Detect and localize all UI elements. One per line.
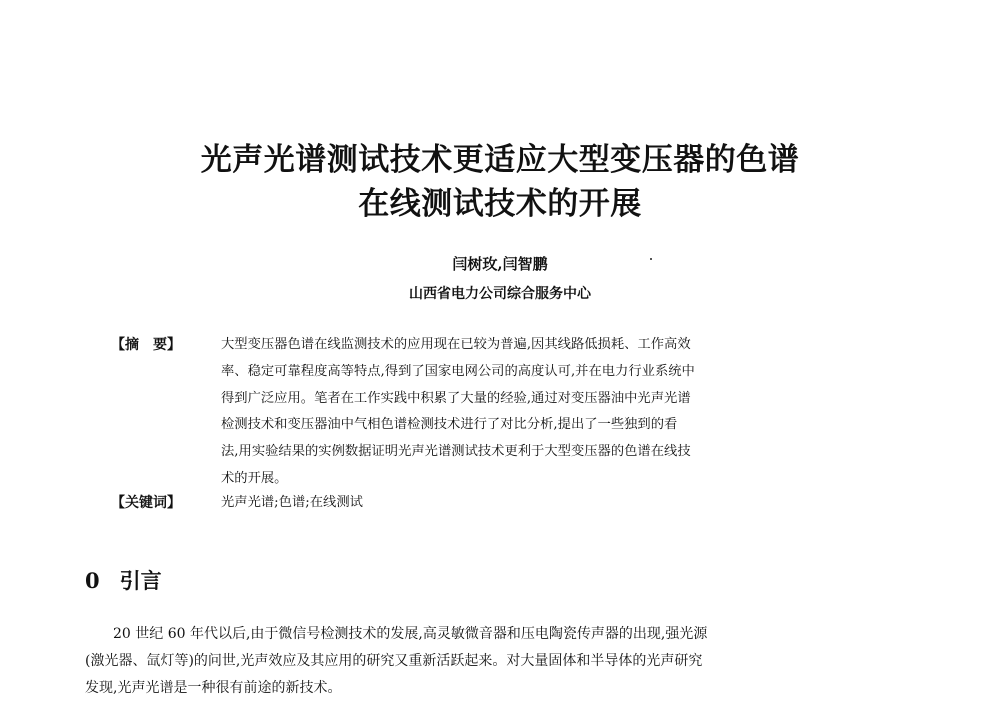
section-heading <box>85 566 162 596</box>
keywords-text: 光声光谱;色谱;在线测试 <box>221 495 363 510</box>
abstract-line: 术的开展。 <box>221 470 288 486</box>
abstract-line: 检测技术和变压器油中气相色谱检测技术进行了对比分析,提出了一些独到的看 <box>221 417 678 433</box>
abstract-line: 法,用实验结果的实例数据证明光声光谱测试技术更利于大型变压器的色谱在线技 <box>221 444 691 460</box>
intro-line: (激光器、氙灯等)的问世,光声效应及其应用的研究又重新活跃起来。对大量固体和半导体的光声研究 <box>85 653 703 669</box>
paper-title <box>0 138 1000 226</box>
abstract-line: 率、稳定可靠程度高等特点,得到了国家电网公司的高度认可,并在电力行业系统中 <box>221 363 695 379</box>
authors: 闫树玫,闫智鹏 <box>452 255 548 273</box>
intro-paragraph <box>85 621 915 702</box>
intro-line: 发现,光声光谱是一种很有前途的新技术。 <box>85 680 342 696</box>
affiliation: 山西省电力公司综合服务中心 <box>409 286 591 302</box>
title-line-1: 光声光谱测试技术更适应大型变压器的色谱 <box>200 142 800 178</box>
intro-line: 20 世纪 60 年代以后,由于微信号检测技术的发展,高灵敏微音器和压电陶瓷传声器的出现,强光源 <box>113 626 708 642</box>
keywords-label: 【关键词】 <box>111 495 181 511</box>
abstract-line: 得到广泛应用。笔者在工作实践中积累了大量的经验,通过对变压器油中光声光谱 <box>221 390 691 406</box>
section-number: 0 <box>85 568 100 593</box>
title-line-2: 在线测试技术的开展 <box>358 186 642 222</box>
abstract-line: 大型变压器色谱在线监测技术的应用现在已较为普遍,因其线路低损耗、工作高效 <box>221 337 691 352</box>
section-title: 引言 <box>119 569 162 593</box>
scan-speck <box>650 258 652 260</box>
abstract-body <box>221 332 869 493</box>
abstract-label: 【摘 要】 <box>111 337 181 353</box>
